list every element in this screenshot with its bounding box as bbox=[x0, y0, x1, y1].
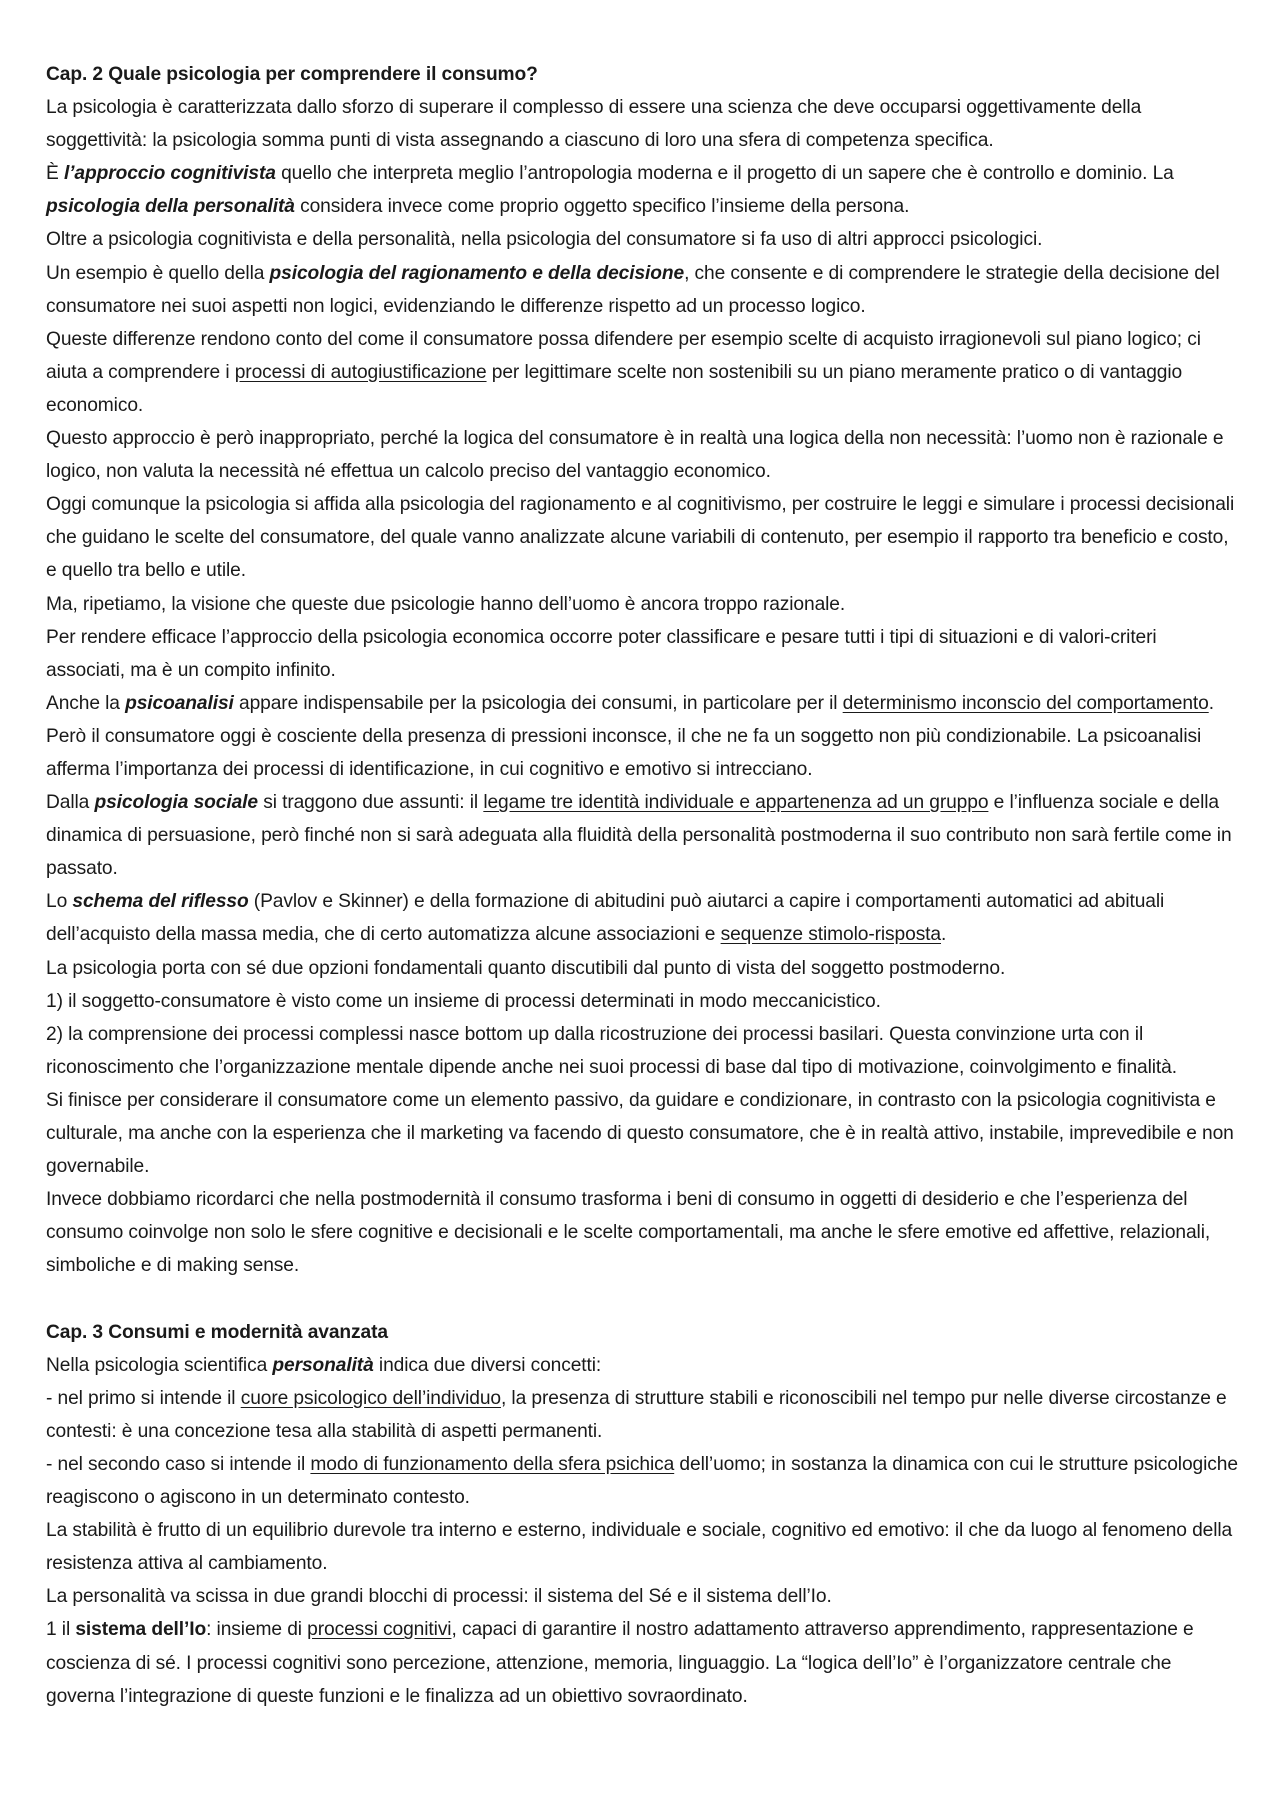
paragraph: La psicologia è caratterizzata dallo sforzo di superare il complesso di essere una scienza che deve occuparsi oggettivamente della soggettività: la psicologia somma punti di vista assegnando a ciascuno di loro una sfera di competenza specifica. bbox=[46, 97, 1142, 152]
underlined-legame: legame tre identità individuale e appartenenza ad un gruppo bbox=[483, 792, 989, 814]
term-approccio-cognitivista: l’approccio cognitivista bbox=[63, 163, 276, 185]
underlined-modo-funzionamento: modo di funzionamento della sfera psichica bbox=[310, 1453, 675, 1475]
paragraph: Queste differenze rendono conto del come il consumatore possa difendere per esempio scelte di acquisto irragionevoli sul piano logico; ci aiuta a comprendere i processi di autogiustificazione per legittimare scelte non sostenibili su un piano meramente pratico o di vantaggio economico. bbox=[46, 328, 1201, 416]
paragraph: Un esempio è quello della psicologia del ragionamento e della decisione, che consente e di comprendere le strategie della decisione del consumatore nei suoi aspetti non logici, evidenziando le differenze rispetto ad un processo logico. bbox=[46, 262, 1220, 317]
paragraph: Dalla psicologia sociale si traggono due assunti: il legame tre identità individuale e appartenenza ad un gruppo e l’influenza sociale e della dinamica di persuasione, però finché non si sarà adeguata alla fluidità della personalità postmoderna il suo contributo non sarà fertile come in passato. bbox=[46, 792, 1232, 880]
paragraph: Nella psicologia scientifica personalità indica due diversi concetti: bbox=[46, 1354, 602, 1376]
list-item: 1) il soggetto-consumatore è visto come un insieme di processi determinati in modo meccanicistico. bbox=[46, 990, 881, 1012]
paragraph: Ma, ripetiamo, la visione che queste due psicologie hanno dell’uomo è ancora troppo razionale. bbox=[46, 593, 846, 615]
paragraph: 1 il sistema dell’Io: insieme di processi cognitivi, capaci di garantire il nostro adattamento attraverso apprendimento, rappresentazione e coscienza di sé. I processi cognitivi sono percezione, attenzione, memoria, linguaggio. La “logica dell’Io” è l’organizzatore centrale che governa l’integrazione di queste funzioni e le finalizza ad un obiettivo sovraordinato. bbox=[46, 1619, 1194, 1707]
paragraph: Invece dobbiamo ricordarci che nella postmodernità il consumo trasforma i beni di consumo in oggetti di desiderio e che l’esperienza del consumo coinvolge non solo le sfere cognitive e decisionali e le scelte comportamentali, ma anche le sfere emotive ed affettive, relazionali, simboliche e di making sense. bbox=[46, 1189, 1211, 1277]
list-item: 2) la comprensione dei processi complessi nasce bottom up dalla ricostruzione dei processi basilari. Questa convinzione urta con il riconoscimento che l’organizzazione mentale dipende anche nei suoi processi di base dal tipo di motivazione, coinvolgimento e finalità. bbox=[46, 1023, 1177, 1078]
term-sistema-io: sistema dell’Io bbox=[75, 1619, 207, 1641]
term-personalita: personalità bbox=[272, 1354, 374, 1376]
document-page bbox=[46, 58, 1238, 1713]
paragraph: Questo approccio è però inappropriato, perché la logica del consumatore è in realtà una logica della non necessità: l’uomo non è razionale e logico, non valuta la necessità né effettua un calcolo preciso del vantaggio economico. bbox=[46, 428, 1224, 483]
paragraph: È l’approccio cognitivista quello che interpreta meglio l’antropologia moderna e il progetto di un sapere che è controllo e dominio. La psicologia della personalità considera invece come proprio oggetto specifico l’insieme della persona. bbox=[46, 163, 1174, 218]
underlined-autogiustificazione: processi di autogiustificazione bbox=[234, 361, 487, 383]
chapter-2-title: Cap. 2 Quale psicologia per comprendere il consumo? bbox=[46, 64, 538, 85]
paragraph: Oltre a psicologia cognitivista e della personalità, nella psicologia del consumatore si fa uso di altri approcci psicologici. bbox=[46, 229, 1043, 251]
paragraph: Per rendere efficace l’approccio della psicologia economica occorre poter classificare e pesare tutti i tipi di situazioni e di valori-criteri associati, ma è un compito infinito. bbox=[46, 626, 1157, 681]
section-spacer bbox=[46, 1282, 1238, 1315]
underlined-cuore-psicologico: cuore psicologico dell’individuo bbox=[240, 1387, 501, 1409]
paragraph: Si finisce per considerare il consumatore come un elemento passivo, da guidare e condizionare, in contrasto con la psicologia cognitivista e culturale, ma anche con la esperienza che il marketing va facendo di questo consumatore, che è in realtà attivo, instabile, imprevedibile e non governabile. bbox=[46, 1089, 1234, 1178]
term-psicologia-ragionamento: psicologia del ragionamento e della decisione bbox=[269, 262, 685, 284]
term-psicologia-sociale: psicologia sociale bbox=[94, 792, 258, 814]
paragraph: La personalità va scissa in due grandi blocchi di processi: il sistema del Sé e il sistema dell’Io. bbox=[46, 1586, 832, 1608]
term-psicoanalisi: psicoanalisi bbox=[125, 692, 234, 714]
term-schema-riflesso: schema del riflesso bbox=[72, 891, 249, 913]
list-item: - nel secondo caso si intende il modo di funzionamento della sfera psichica dell’uomo; in sostanza la dinamica con cui le strutture psicologiche reagiscono o agiscono in un determinato contesto. bbox=[46, 1453, 1238, 1509]
term-psicologia-personalita: psicologia della personalità bbox=[46, 196, 295, 218]
underlined-processi-cognitivi: processi cognitivi bbox=[307, 1619, 452, 1641]
underlined-sequenze: sequenze stimolo-risposta bbox=[720, 924, 941, 946]
underlined-determinismo: determinismo inconscio del comportamento bbox=[842, 692, 1209, 714]
list-item: - nel primo si intende il cuore psicologico dell’individuo, la presenza di strutture stabili e riconoscibili nel tempo pur nelle diverse circostanze e contesti: è una concezione tesa alla stabilità di aspetti permanenti. bbox=[46, 1387, 1227, 1442]
paragraph: La psicologia porta con sé due opzioni fondamentali quanto discutibili dal punto di vista del soggetto postmoderno. bbox=[46, 957, 1006, 979]
paragraph: Oggi comunque la psicologia si affida alla psicologia del ragionamento e al cognitivismo, per costruire le leggi e simulare i processi decisionali che guidano le scelte del consumatore, del quale vanno analizzate alcune variabili di contenuto, per esempio il rapporto tra beneficio e costo, e quello tra bello e utile. bbox=[46, 494, 1235, 582]
chapter-3-title: Cap. 3 Consumi e modernità avanzata bbox=[46, 1321, 388, 1343]
paragraph: La stabilità è frutto di un equilibrio durevole tra interno e esterno, individuale e sociale, cognitivo ed emotivo: il che da luogo al fenomeno della resistenza attiva al cambiamento. bbox=[46, 1520, 1233, 1575]
paragraph: Anche la psicoanalisi appare indispensabile per la psicologia dei consumi, in particolare per il determinismo inconscio del comportamento. Però il consumatore oggi è cosciente della presenza di pressioni inconsce, il che ne fa un soggetto non più condizionabile. La psicoanalisi afferma l’importanza dei processi di identificazione, in cui cognitivo e emotivo si intrecciano. bbox=[46, 692, 1214, 780]
paragraph: Lo schema del riflesso (Pavlov e Skinner) e della formazione di abitudini può aiutarci a capire i comportamenti automatici ad abituali dell’acquisto della massa media, che di certo automatizza alcune associazioni e sequenze stimolo-risposta. bbox=[46, 891, 1165, 946]
